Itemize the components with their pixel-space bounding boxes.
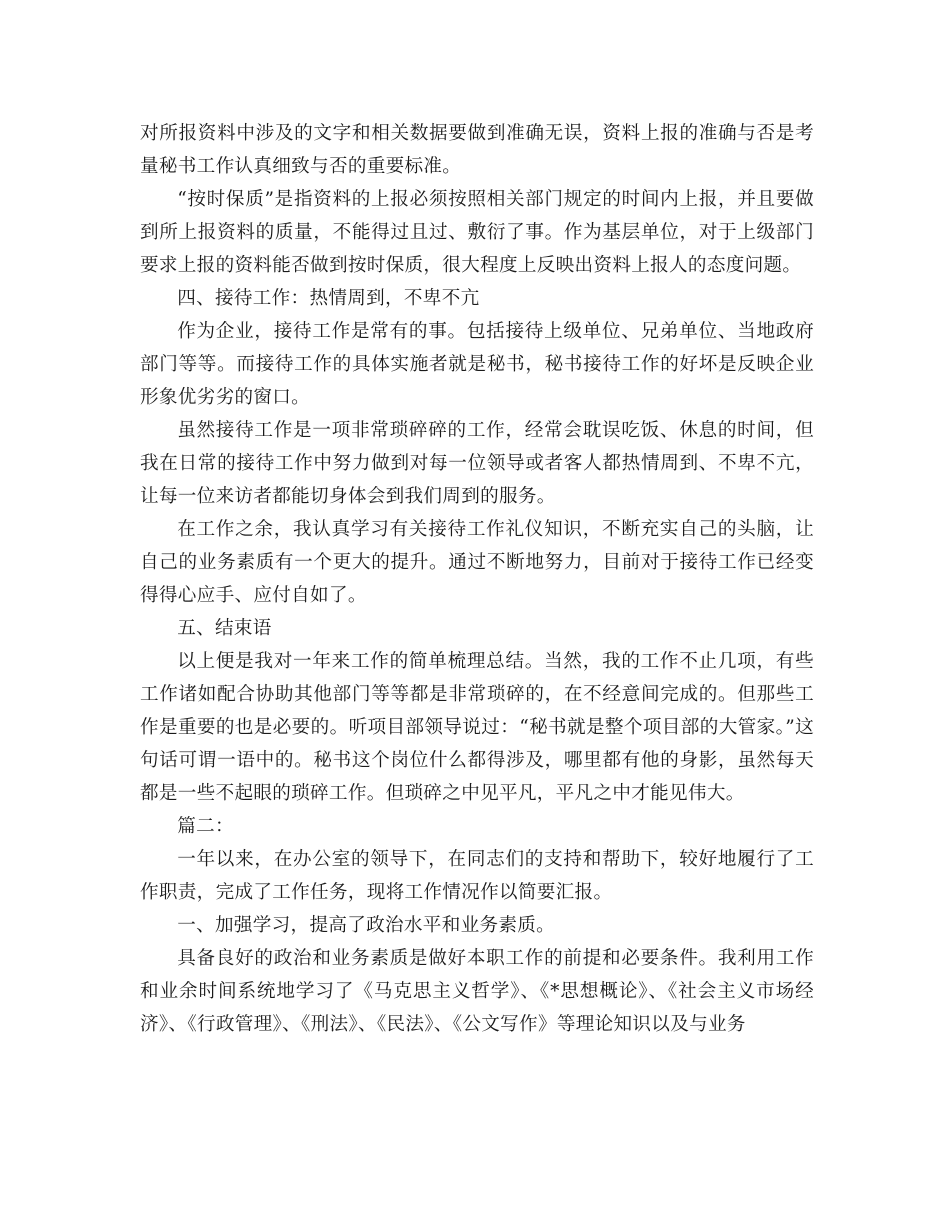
paragraph: 具备良好的政治和业务素质是做好本职工作的前提和必要条件。我利用工作和业余时间系统地学习了《马克思主义哲学》、《*思想概论》、《社会主义市场经济》、《行政管理》、《刑法》、《民法》、《公文写作》等理论知识以及与业务 (140, 948, 814, 1035)
part-heading: 篇二： (177, 816, 234, 837)
section-heading: 四、接待工作：热情周到，不卑不亢 (177, 288, 480, 309)
paragraph: 虽然接待工作是一项非常琐碎碎的工作，经常会耽误吃饭、休息的时间，但我在日常的接待工作中努力做到对每一位领导或者客人都热情周到、不卑不亢，让每一位来访者都能切身体会到我们周到的服务。 (140, 420, 814, 507)
paragraph-continuation: 对所报资料中涉及的文字和相关数据要做到准确无误，资料上报的准确与否是考量秘书工作认真细致与否的重要标准。 (140, 123, 814, 177)
paragraph: 以上便是我对一年来工作的简单梳理总结。当然，我的工作不止几项，有些工作诸如配合协助其他部门等等都是非常琐碎的，在不经意间完成的。但那些工作是重要的也是必要的。听项目部领导说过：“秘书就是整个项目部的大管家。”这句话可谓一语中的。秘书这个岗位什么都得涉及，哪里都有他的身影，虽然每天都是一些不起眼的琐碎工作。但琐碎之中见平凡，平凡之中才能见伟大。 (140, 651, 815, 804)
document-body (140, 117, 814, 1041)
section-heading: 一、加强学习，提高了政治水平和业务素质。 (177, 915, 556, 936)
paragraph: 在工作之余，我认真学习有关接待工作礼仪知识，不断充实自己的头脑，让自己的业务素质有一个更大的提升。通过不断地努力，目前对于接待工作已经变得得心应手、应付自如了。 (140, 519, 814, 606)
paragraph: “按时保质”是指资料的上报必须按照相关部门规定的时间内上报，并且要做到所上报资料的质量，不能得过且过、敷衍了事。作为基层单位，对于上级部门要求上报的资料能否做到按时保质，很大程度上反映出资料上报人的态度问题。 (140, 189, 814, 276)
section-heading: 五、结束语 (177, 618, 272, 639)
paragraph: 一年以来，在办公室的领导下，在同志们的支持和帮助下，较好地履行了工作职责，完成了工作任务，现将工作情况作以简要汇报。 (140, 849, 814, 903)
paragraph: 作为企业，接待工作是常有的事。包括接待上级单位、兄弟单位、当地政府部门等等。而接待工作的具体实施者就是秘书，秘书接待工作的好坏是反映企业形象优劣劣的窗口。 (140, 321, 814, 408)
